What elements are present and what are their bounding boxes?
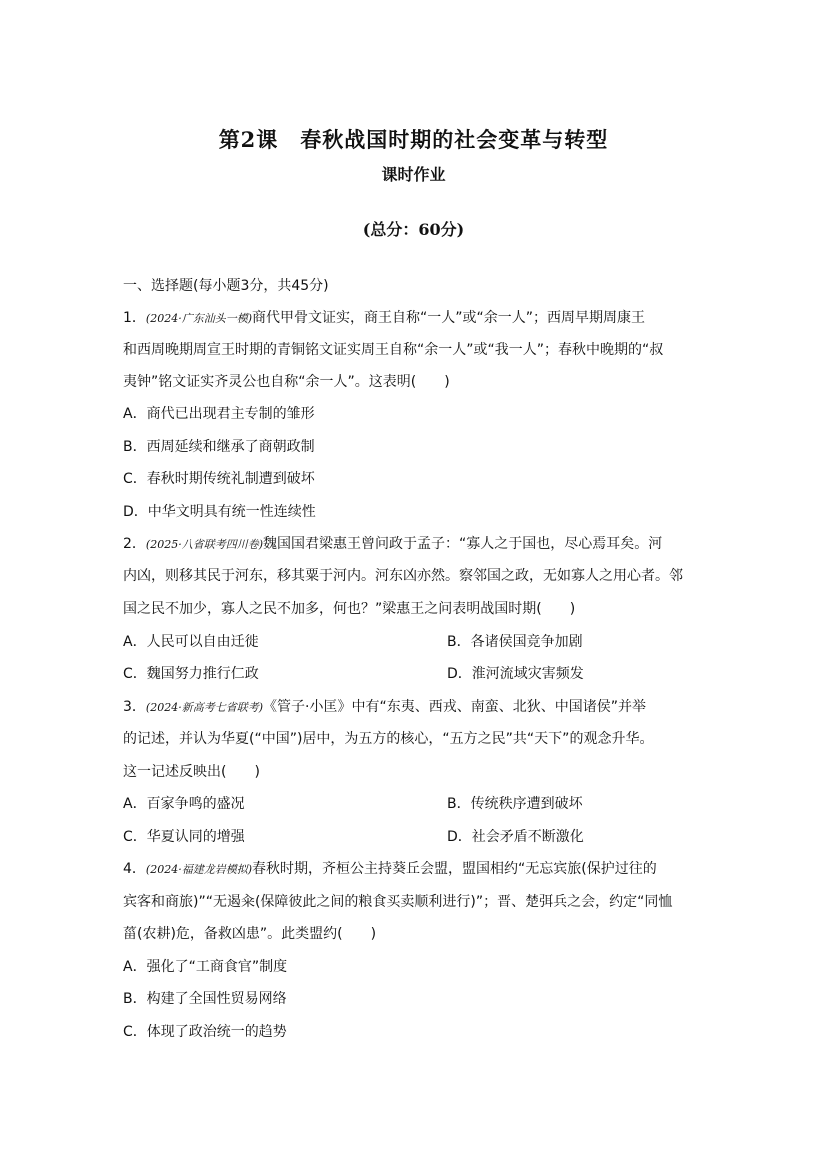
question-text: 魏国国君梁惠王曾问政于孟子：“寡人之于国也，尽心焉耳矣。河 <box>263 536 663 552</box>
question-2-line-2: 内凶，则移其民于河东，移其粟于河内。河东凶亦然。察邻国之政，无如寡人之用心者。邻 <box>123 568 683 584</box>
question-1-line-3: 夷钟”铭文证实齐灵公也自称“余一人”。这表明( ) <box>123 374 450 390</box>
question-3-option-a[interactable]: A．百家争鸣的盛况 <box>123 796 245 812</box>
question-2-option-d[interactable]: D．淮河流域灾害频发 <box>447 666 584 682</box>
question-4-option-b[interactable]: B．构建了全国性贸易网络 <box>123 991 287 1007</box>
question-2-line-1 <box>123 534 723 555</box>
page-subtitle: 课时作业 <box>381 165 446 184</box>
question-3-line-3: 这一记述反映出( ) <box>123 764 260 780</box>
question-2-option-a[interactable]: A．人民可以自由迁徙 <box>123 634 259 650</box>
question-source: (2025·八省联考四川卷) <box>145 538 263 551</box>
question-1-option-a[interactable]: A．商代已出现君主专制的雏形 <box>123 406 315 422</box>
question-2-option-b[interactable]: B．各诸侯国竞争加剧 <box>447 634 583 650</box>
question-1-line-2: 和西周晚期周宣王时期的青铜铭文证实周王自称“余一人”或“我一人”；春秋中晚期的“叔 <box>123 342 664 358</box>
page-title: 第2课 春秋战国时期的社会变革与转型 <box>218 127 609 152</box>
question-text: 《管子·小匡》中有“东夷、西戎、南蛮、北狄、中国诸侯”并举 <box>263 699 646 715</box>
section-heading: 一、选择题(每小题3分，共45分) <box>123 278 329 294</box>
question-4-option-a[interactable]: A．强化了“工商食官”制度 <box>123 959 288 975</box>
question-3-option-b[interactable]: B．传统秩序遭到破坏 <box>447 796 583 812</box>
question-4-option-c[interactable]: C．体现了政治统一的趋势 <box>123 1024 287 1040</box>
question-2-line-3: 国之民不加少，寡人之民不加多，何也？”梁惠王之问表明战国时期( ) <box>123 601 576 617</box>
question-source: (2024·广东汕头一模) <box>145 312 252 325</box>
question-3-line-2: 的记述，并认为华夏(“中国”)居中，为五方的核心，“五方之民”共“天下”的观念升华。 <box>123 731 654 747</box>
question-4-line-2: 宾客和商旅)”“无遏籴(保障彼此之间的粮食买卖顺利进行)”；晋、楚弭兵之会，约定“同恤 <box>123 894 673 910</box>
question-text: 商代甲骨文证实，商王自称“一人”或“余一人”；西周早期周康王 <box>252 310 646 326</box>
total-score: (总分：60分) <box>362 220 465 239</box>
question-source: (2024·福建龙岩模拟) <box>145 863 252 876</box>
question-number: 2． <box>123 536 146 552</box>
question-number: 1． <box>123 310 146 326</box>
question-3-option-d[interactable]: D．社会矛盾不断激化 <box>447 829 584 845</box>
question-2-option-c[interactable]: C．魏国努力推行仁政 <box>123 666 259 682</box>
question-1-option-d[interactable]: D．中华文明具有统一性连续性 <box>123 504 316 520</box>
question-number: 3． <box>123 699 146 715</box>
question-number: 4． <box>123 861 146 877</box>
question-1-option-c[interactable]: C．春秋时期传统礼制遭到破坏 <box>123 471 315 487</box>
question-1-option-b[interactable]: B．西周延续和继承了商朝政制 <box>123 439 315 455</box>
question-4-line-3: 菑(农耕)危，备救凶患”。此类盟约( ) <box>123 926 377 942</box>
question-4-line-1 <box>123 859 723 880</box>
question-1-line-1 <box>123 308 723 329</box>
question-text: 春秋时期，齐桓公主持葵丘会盟，盟国相约“无忘宾旅(保护过往的 <box>252 861 657 877</box>
question-source: (2024·新高考七省联考) <box>145 701 263 714</box>
question-3-line-1 <box>123 697 723 718</box>
question-3-option-c[interactable]: C．华夏认同的增强 <box>123 829 245 845</box>
